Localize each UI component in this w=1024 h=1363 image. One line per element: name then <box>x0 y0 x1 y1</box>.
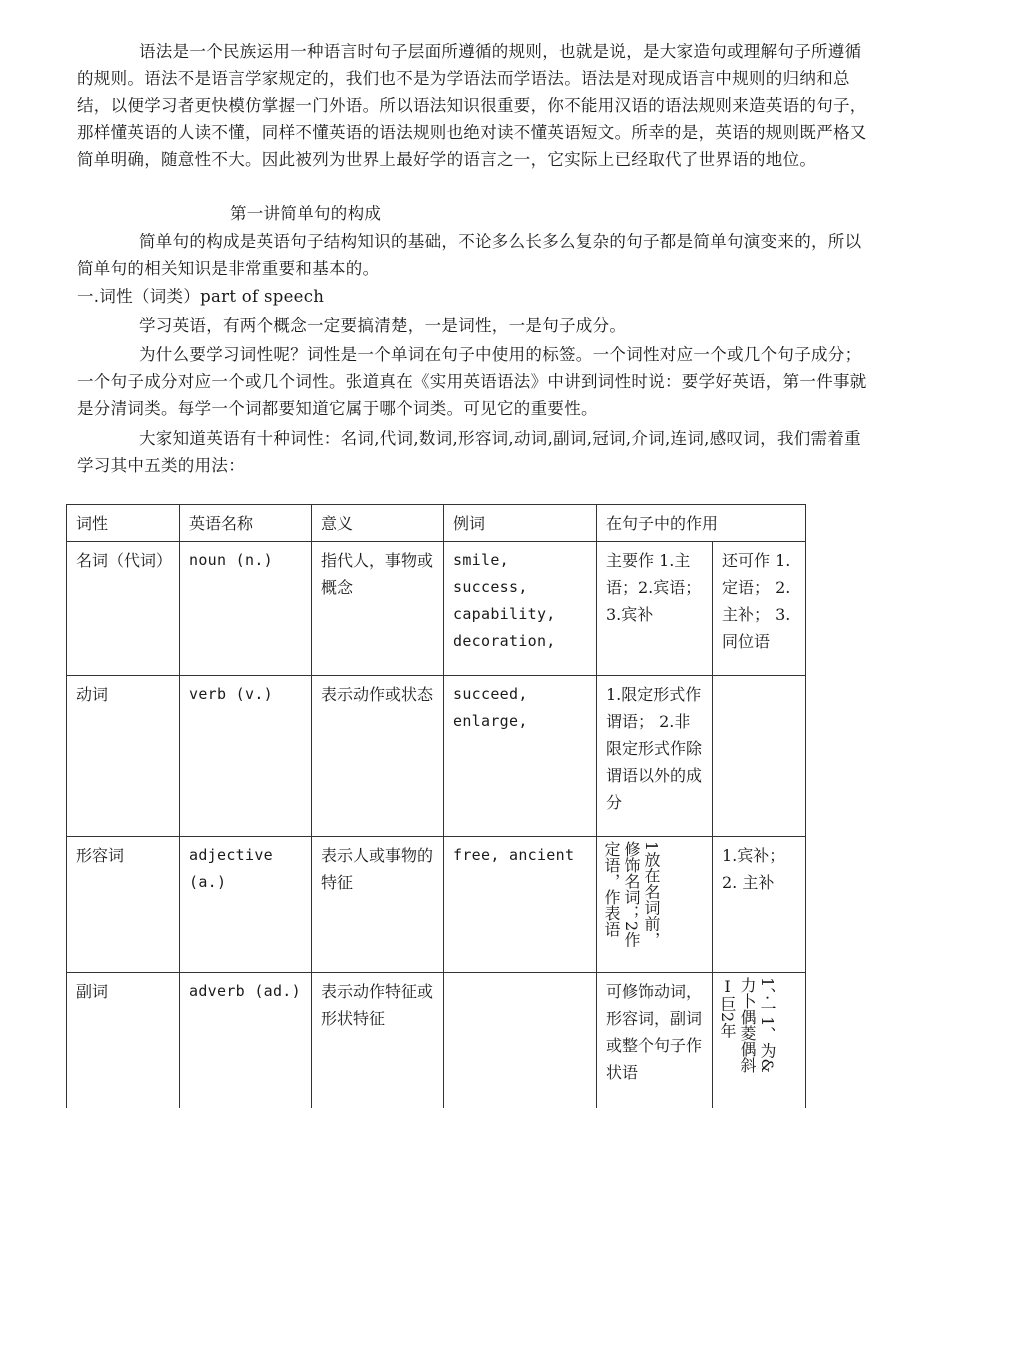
example-word: capability, <box>453 605 556 623</box>
examples-cell <box>444 973 597 1108</box>
table-row <box>67 973 806 1108</box>
vertical-text: 1、·一1、为&力卜偶菱偶斜Ⅰ巨2年 <box>718 977 777 1073</box>
table-row <box>67 837 806 973</box>
parts-of-speech-table <box>66 504 806 1108</box>
also-role-cell <box>713 973 806 1108</box>
table-row <box>67 542 806 676</box>
english-name-cell: adjective (a.) <box>180 837 312 973</box>
meaning-cell: 指代人，事物或概念 <box>312 542 444 676</box>
header-cell: 意义 <box>312 505 444 542</box>
main-role-cell: 主要作 1.主语；2.宾语；3.宾补 <box>597 542 713 676</box>
example-word: free, ancient <box>453 846 575 864</box>
also-role-cell: 还可作 1.定语； 2.主补； 3. 同位语 <box>713 542 806 676</box>
pos-cell: 动词 <box>67 676 180 837</box>
table-row <box>67 676 806 837</box>
simple-sentence-paragraph: 简单句的构成是英语句子结构知识的基础，不论多么长多么复杂的句子都是简单句演变来的，所以简单句的相关知识是非常重要和基本的。 <box>77 232 862 278</box>
header-cell: 英语名称 <box>180 505 312 542</box>
english-name-cell: noun (n.) <box>180 542 312 676</box>
example-word: enlarge, <box>453 712 528 730</box>
pos-cell: 名词（代词） <box>67 542 180 676</box>
example-word: decoration, <box>453 632 556 650</box>
main-role-cell: 1.限定形式作谓语； 2.非限定形式作除谓语以外的成分 <box>597 676 713 837</box>
section-heading: 一.词性（词类）part of speech <box>77 287 325 306</box>
table-header-row <box>67 505 806 542</box>
two-concepts-paragraph: 学习英语，有两个概念一定要搞清楚，一是词性，一是句子成分。 <box>139 316 627 335</box>
pos-cell: 副词 <box>67 973 180 1108</box>
lecture-title: 第一讲简单句的构成 <box>230 204 382 223</box>
pos-cell: 形容词 <box>67 837 180 973</box>
example-word: smile, <box>453 551 509 569</box>
also-role-cell: 1.宾补； 2. 主补 <box>713 837 806 973</box>
header-cell: 例词 <box>444 505 597 542</box>
english-name-cell: verb (v.) <box>180 676 312 837</box>
vertical-text: 1放在名词前，修饰名词；2作定语，作表语 <box>602 841 661 948</box>
ten-pos-paragraph: 大家知道英语有十种词性：名词,代词,数词,形容词,动词,副词,冠词,介词,连词,感叹词，我们需着重学习其中五类的用法： <box>77 429 861 475</box>
examples-cell <box>444 542 597 676</box>
also-role-cell <box>713 676 806 837</box>
intro-paragraph: 语法是一个民族运用一种语言时句子层面所遵循的规则，也就是说，是大家造句或理解句子所遵循的规则。语法不是语言学家规定的，我们也不是为学语法而学语法。语法是对现成语言中规则的归纳和总结，以便学习者更快模仿掌握一门外语。所以语法知识很重要，你不能用汉语的语法规则来造英语的句子，那样懂英语的人读不懂，同样不懂英语的语法规则也绝对读不懂英语短文。所幸的是，英语的规则既严格又简单明确，随意性不大。因此被列为世界上最好学的语言之一，它实际上已经取代了世界语的地位。 <box>77 42 867 169</box>
header-cell: 词性 <box>67 505 180 542</box>
meaning-cell: 表示人或事物的特征 <box>312 837 444 973</box>
meaning-cell: 表示动作或状态 <box>312 676 444 837</box>
english-name-cell: adverb (ad.) <box>180 973 312 1108</box>
header-cell: 在句子中的作用 <box>597 505 806 542</box>
examples-cell <box>444 676 597 837</box>
why-pos-paragraph: 为什么要学习词性呢？词性是一个单词在句子中使用的标签。一个词性对应一个或几个句子成分；一个句子成分对应一个或几个词性。张道真在《实用英语语法》中讲到词性时说：要学好英语，第一件事就是分清词类。每学一个词都要知道它属于哪个词类。可见它的重要性。 <box>77 345 867 418</box>
main-role-cell <box>597 837 713 973</box>
example-word: succeed, <box>453 685 528 703</box>
meaning-cell: 表示动作特征或形状特征 <box>312 973 444 1108</box>
main-role-cell: 可修饰动词，形容词，副词或整个句子作状语 <box>597 973 713 1108</box>
example-word: success, <box>453 578 528 596</box>
examples-cell <box>444 837 597 973</box>
